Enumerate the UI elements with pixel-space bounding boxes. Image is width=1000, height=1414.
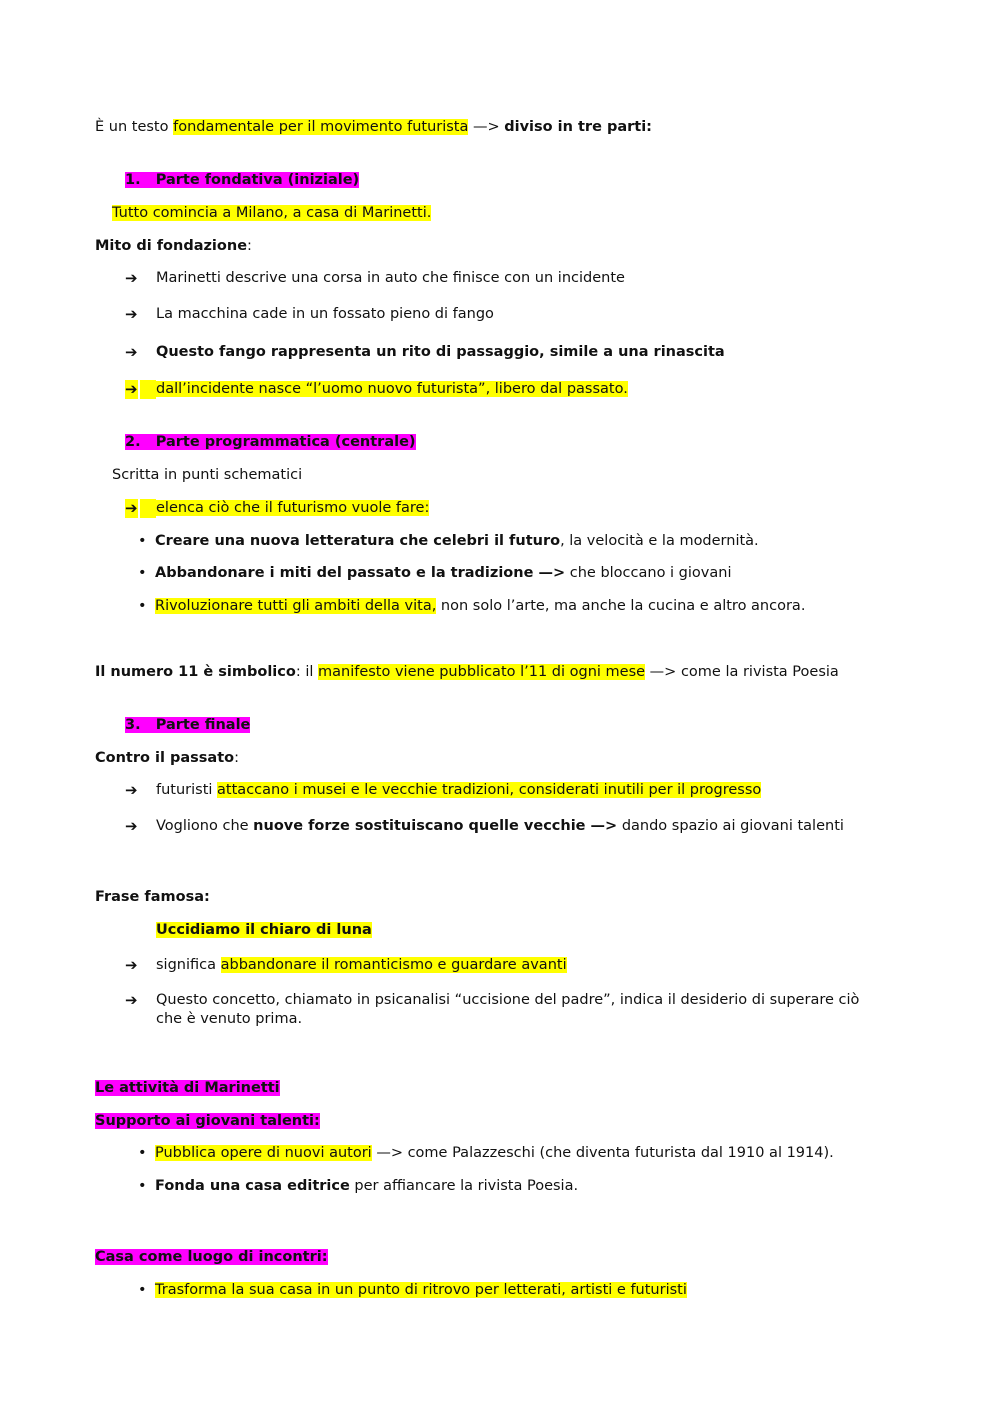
intro-line <box>95 118 652 137</box>
section-1-bullet-4 <box>140 380 628 399</box>
section-3-heading <box>125 716 250 735</box>
frase-quote-line <box>156 921 372 940</box>
dot-text: per affiancare la rivista Poesia. <box>349 1178 579 1194</box>
section-2-arrow-1 <box>140 499 429 518</box>
arrow-bullet-icon: ➔ <box>125 343 138 361</box>
supporto-heading-text: Supporto ai giovani talenti: <box>95 1113 320 1129</box>
dot-bullet-icon: • <box>138 533 147 549</box>
bullet-highlight: attaccano i musei e le vecchie tradizioni, considerati inutili per il progresso <box>217 782 762 798</box>
dot-bold: Fonda una casa editrice <box>155 1178 350 1194</box>
section-1-heading <box>125 171 359 190</box>
bullet-text: elenca ciò che il futurismo vuole fare: <box>156 500 430 516</box>
frase-quote: Uccidiamo il chiaro di luna <box>156 922 372 938</box>
attivita-heading <box>95 1079 280 1098</box>
bullet-highlight: abbandonare il romanticismo e guardare avanti <box>220 957 567 973</box>
section-1-intro <box>112 204 431 223</box>
section-2-intro-text: Scritta in punti schematici <box>112 467 303 483</box>
dot-text: non solo l’arte, ma anche la cucina e altro ancora. <box>436 598 806 614</box>
frase-label-line <box>95 888 210 907</box>
section-1-intro-text: Tutto comincia a Milano, a casa di Marinetti. <box>112 205 432 221</box>
numero-11-text: : il <box>295 664 318 680</box>
bullet-text: futuristi <box>156 782 218 798</box>
arrow-bullet-icon: ➔ <box>125 956 138 974</box>
dot-bullet-icon: • <box>138 1282 147 1298</box>
frase-bullet-2-line-1 <box>156 991 859 1010</box>
attivita-dot-1 <box>155 1144 834 1163</box>
bullet-bold: nuove forze sostituiscano quelle vecchie —> <box>253 818 618 834</box>
dot-text: —> come Palazzeschi (che diventa futurista dal 1910 al 1914). <box>371 1145 834 1161</box>
supporto-heading <box>95 1112 320 1131</box>
section-1-heading-text: 1. Parte fondativa (iniziale) <box>125 172 360 188</box>
section-2-dot-3 <box>155 597 805 616</box>
casa-heading <box>95 1248 328 1267</box>
frase-label: Frase famosa: <box>95 889 210 905</box>
section-3-bullet-1 <box>156 781 761 800</box>
bullet-text: Questo concetto, chiamato in psicanalisi “uccisione del padre”, indica il desiderio di superare ciò <box>156 992 860 1008</box>
bullet-highlight-gap <box>140 380 156 399</box>
section-3-heading-text: 3. Parte finale <box>125 717 251 733</box>
section-1-bullet-3 <box>156 343 725 362</box>
dot-highlight: Rivoluzionare tutti gli ambiti della vita, <box>155 598 437 614</box>
numero-11-line <box>95 663 839 682</box>
section-2-heading <box>125 433 416 452</box>
mito-colon: : <box>247 238 252 254</box>
numero-11-highlight: manifesto viene pubblicato l’11 di ogni mese <box>318 664 646 680</box>
intro-bold: diviso in tre parti: <box>504 119 652 135</box>
section-2-heading-text: 2. Parte programmatica (centrale) <box>125 434 416 450</box>
bullet-text: che è venuto prima. <box>156 1011 303 1027</box>
dot-highlight: Trasforma la sua casa in un punto di ritrovo per letterati, artisti e futuristi <box>155 1282 687 1298</box>
dot-bold: Creare una nuova letteratura che celebri il futuro <box>155 533 561 549</box>
bullet-highlight-gap <box>140 499 156 518</box>
contro-colon: : <box>234 750 239 766</box>
frase-bullet-2-line-2 <box>156 1010 302 1029</box>
numero-11-bold: Il numero 11 è simbolico <box>95 664 296 680</box>
dot-highlight: Pubblica opere di nuovi autori <box>155 1145 372 1161</box>
arrow-bullet-icon: ➔ <box>125 817 138 835</box>
attivita-dot-3 <box>155 1281 687 1300</box>
dot-bullet-icon: • <box>138 598 147 614</box>
contro-label-line <box>95 749 239 768</box>
arrow-bullet-icon: ➔ <box>125 991 138 1009</box>
mito-label: Mito di fondazione <box>95 238 248 254</box>
intro-text: È un testo <box>95 119 174 135</box>
contro-label: Contro il passato <box>95 750 235 766</box>
bullet-text: significa <box>156 957 221 973</box>
intro-highlight: fondamentale per il movimento futurista <box>173 119 469 135</box>
dot-bullet-icon: • <box>138 1145 147 1161</box>
dot-text: che bloccano i giovani <box>565 565 732 581</box>
section-2-intro <box>112 466 302 485</box>
arrow-bullet-icon: ➔ <box>125 269 138 287</box>
arrow-bullet-icon: ➔ <box>125 781 138 799</box>
bullet-text: Marinetti descrive una corsa in auto che finisce con un incidente <box>156 270 625 286</box>
section-2-dot-2 <box>155 564 731 583</box>
section-2-dot-1 <box>155 532 759 551</box>
section-1-bullet-2 <box>156 305 494 324</box>
arrow-bullet-icon: ➔ <box>125 380 138 398</box>
bullet-text: Vogliono che <box>156 818 254 834</box>
casa-heading-text: Casa come luogo di incontri: <box>95 1249 328 1265</box>
dot-bullet-icon: • <box>138 565 147 581</box>
bullet-text-end: dando spazio ai giovani talenti <box>617 818 844 834</box>
arrow-bullet-icon: ➔ <box>125 305 138 323</box>
dot-bullet-icon: • <box>138 1178 147 1194</box>
dot-text: , la velocità e la modernità. <box>560 533 759 549</box>
bullet-text: Questo fango rappresenta un rito di passaggio, simile a una rinascita <box>156 344 725 360</box>
mito-label-line <box>95 237 252 256</box>
frase-bullet-1 <box>156 956 567 975</box>
arrow-bullet-icon: ➔ <box>125 499 138 517</box>
dot-bold: Abbandonare i miti del passato e la tradizione —> <box>155 565 566 581</box>
attivita-dot-2 <box>155 1177 578 1196</box>
numero-11-text-end: —> come la rivista Poesia <box>645 664 839 680</box>
section-3-bullet-2 <box>156 817 844 836</box>
intro-arrow-text: —> <box>468 119 505 135</box>
section-1-bullet-1 <box>156 269 625 288</box>
attivita-heading-text: Le attività di Marinetti <box>95 1080 280 1096</box>
bullet-text: dall’incidente nasce “l’uomo nuovo futurista”, libero dal passato. <box>156 381 628 397</box>
bullet-text: La macchina cade in un fossato pieno di fango <box>156 306 494 322</box>
